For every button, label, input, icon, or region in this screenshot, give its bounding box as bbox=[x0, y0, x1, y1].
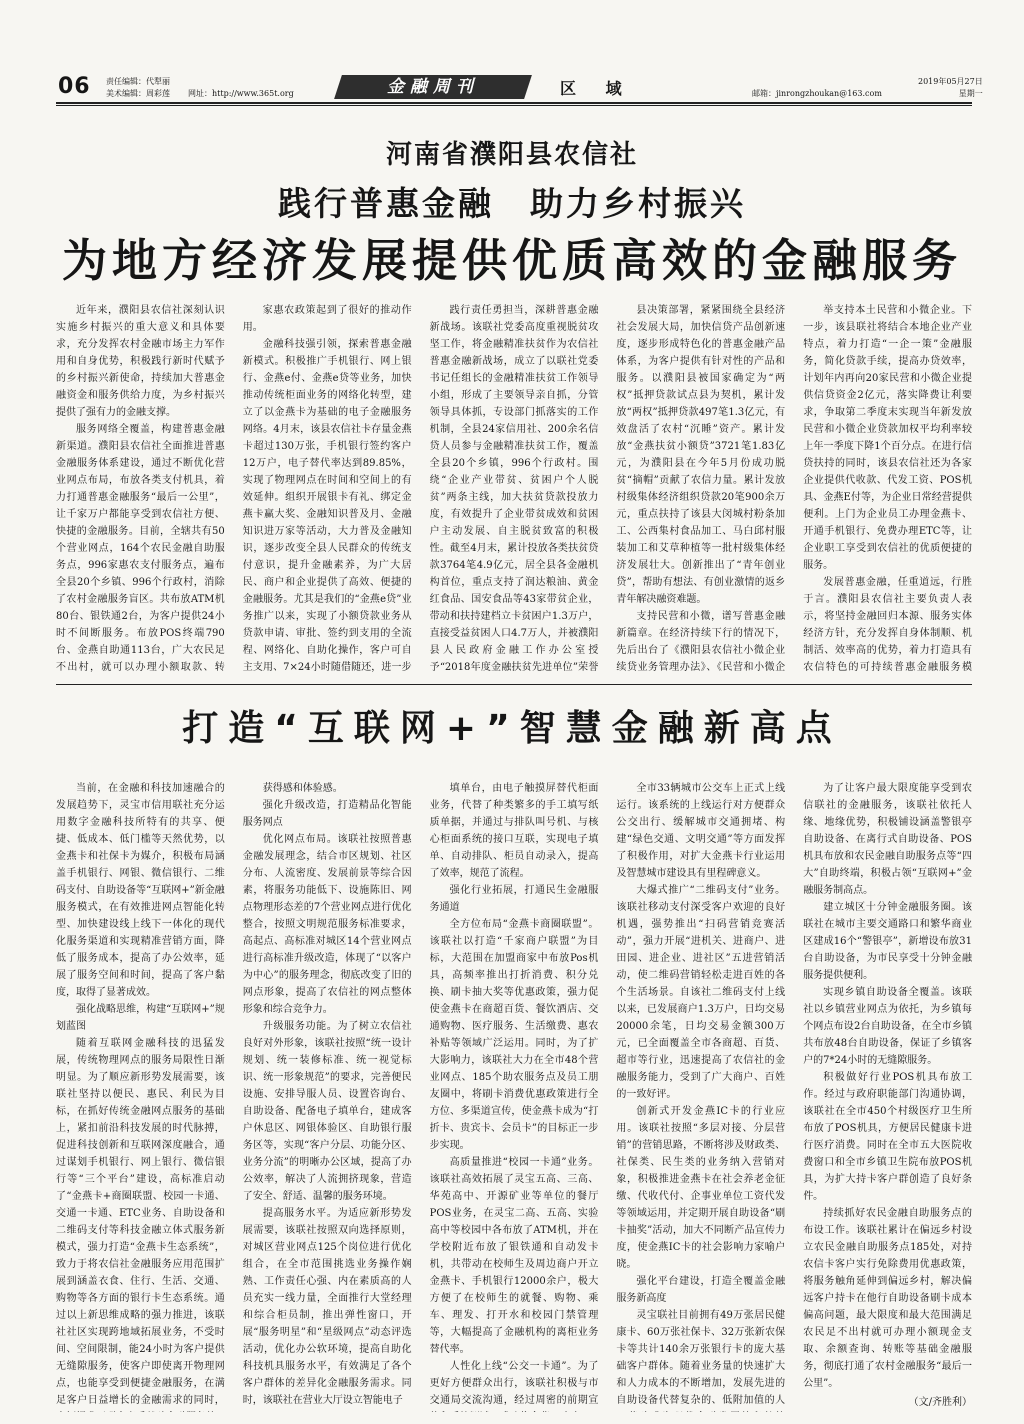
article1-column bbox=[803, 302, 972, 676]
paragraph: 人性化上线“公交一卡通”。为了更好方便群众出行，该联社积极与市交通局交流沟通，经过周密的前期宣 bbox=[429, 1361, 599, 1406]
paragraph: 强化升级改造，打造精品化智能服务网点 bbox=[242, 800, 412, 828]
paragraph: 建立城区十分钟金融服务圈。该联社在城市主要交通路口和繁华商业区建成16个“警银亭”，新增设布放31台自助设备，为市民享受十分钟金融服务提供便利。 bbox=[803, 902, 972, 981]
paragraph: 金融科技强引领，探索普惠金融新模式。积极推广手机银行、网上银行、金燕e付、金燕e贷等业务，加快推动传统柜面业务的网络化转型，建立了以金燕卡为基础的电子金融服务网络。4月末，该县农信社卡存量金燕卡超过130万张，手机银行签约客户12万户，电子替代率达到89.85%，实现了物理网点在时间和空间上的有效延伸。组织开展银卡有礼、绑定金燕卡赢大奖、金融知识普及月、金融知识进万家等活动，大力普及金融知识，逐步改变全县人民群众的传统支付意识，提升金融素养，为广大居民、商户和企业提供了高效、便捷的金融服务。尤其是我们的“金燕e贷”业务推广以来，实现了小额贷款业务从贷款申请、审批、签约到支用的全流程、网络化、自助化操作，客户可自主支用、7×24小时随借随还，进一步 bbox=[242, 339, 412, 673]
paragraph: 强化战略思维，构建“互联网+”规划蓝图 bbox=[56, 1004, 225, 1032]
article2-column bbox=[616, 780, 785, 1412]
article2-column bbox=[430, 780, 599, 1412]
article1-column bbox=[616, 302, 785, 676]
article1-column bbox=[430, 302, 599, 676]
website-label: 网址：http://www.365t.org bbox=[188, 89, 294, 98]
paragraph: 践行责任勇担当，深耕普惠金融新战场。该联社党委高度重视脱贫攻坚工作，将金融精准扶贫作为农信社普惠金融新战场，成立了以联社党委书记任组长的金融精准扶贫工作领导小组，形成了主要领导亲自抓，分管领导具体抓，专设部门抓落实的工作机制，全县24家信用社、200余名信贷人员参与金融精准扶贫工作，覆盖全县20个乡镇，996个行政村。围绕“企业产业带贫、贫困户个人脱贫”两条主线，加大扶贫贷款投放力度，有效提升了企业带贫成效和贫困户主动发展、自主脱贫致富的积极性。截至4月末，累计投放各类扶贫贷款3764笔4.9亿元，居全县各金融机构首位，重点支持了润达粮油、黄金红食品、国安食品等43家带贫企业，带动和扶持建档立卡贫困户1.3万户，直接受益贫困人口4.7万人，并被濮阳县人民政府金融工作办公室授予“2018年度金融扶贫先进单位”荣誉 bbox=[429, 305, 599, 673]
paragraph: 随着互联网金融科技的迅猛发展，传统物理网点的服务局限性日渐明显。为了顺应新形势发展需要，该联社坚持以便民、惠民、利民为目标，在抓好传统金融网点服务的基础上，紧扣前沿科技发展的时代脉搏，促进科技创新和互联网深度融合，通过谋划手机银行、网上银行、微信银行等“三个平台”建设，高标准启动了“金燕卡+商圈联盟、校园一卡通、交通一卡通、ETC业务、自助设备和二维码支付等科技金融立体式服务新模式，强力打造“金燕卡生态系统”，致力于将农信社金融服务应用范围扩展到涵盖衣食、住行、生活、交通、购物等各方面的银行卡生态系统。通过以上新思维成略的强力推进，该联社社区实现跨地域拓展业务，不受时间、空间限制，能24小时为客户提供无缝隙服务，使客户即使离开物理网点，也能享受到便捷金融服务，在满足客户日益增长的金融需求的同时， bbox=[56, 1038, 225, 1406]
paragraph: 为了让客户最大限度能享受到农信联社的金融服务，该联社依托人缘、地缘优势，积极铺设涵盖警银亭自助设备、在离行式自助设备、POS机具布放和农民金融自助服务点等“四大”自助终端，积极占领“互联网+”金融服务制高点。 bbox=[803, 783, 972, 896]
article1-title: 为地方经济发展提供优质高效的金融服务 bbox=[61, 234, 962, 287]
newspaper-header bbox=[0, 0, 1024, 108]
byline: （文/齐胜利） bbox=[908, 1397, 972, 1408]
paragraph: 支持民营和小微，谱写普惠金融新篇章。在经济持续下行的情况下，先后出台了《濮阳县农信社小微企业续贷业务管理办法》、《民营和小微企 bbox=[616, 611, 786, 673]
paragraph: 高质量推进“校园一卡通”业务。该联社高效拓展了灵宝五高、三高、华苑高中、开源矿业等单位的餐厅POS业务，在灵宝二高、五高、实验高中等校园中各布放了ATM机，并在学校附近布放了银铁通和自动发卡机，共带动在校师生及周边商户开立金燕卡、手机银行12000余户，极大方便了在校师生的就餐、购物、乘车、理发、打开水和校园门禁管理等，大幅提高了金融机构的离柜业务替代率。 bbox=[429, 1157, 599, 1355]
editor-label: 责任编辑：代犁丽 bbox=[106, 77, 170, 86]
paragraph: 家惠农政策起到了很好的推动作用。 bbox=[242, 305, 412, 333]
article1-column bbox=[243, 302, 412, 676]
article1-kicker: 河南省濮阳县农信社 bbox=[385, 140, 638, 170]
paragraph: 填单台，由电子触摸屏替代柜面业务，代替了种类繁多的手工填写纸质单据，并通过与排队叫号机、与核心柜面系统的接口互联，实现电子填单、自动排队、柜员自动录入，提高了效率，规范了流程。 bbox=[429, 783, 599, 879]
section-rule bbox=[56, 684, 972, 685]
paragraph: 优化网点布局。该联社按照普惠金融发展理念，结合市区规划、社区分布、人流密度、发展前景等综合因素，将服务功能低下、设施陈旧、网点物理形态差的7个营业网点进行优化整合，按照文明规范服务标准要求，高起点、高标准对城区14个营业网点进行高标准升级改造，体现了“以客户为中心”的服务理念，彻底改变了旧的网点形象，提高了农信社的网点整体形象和综合竞争力。 bbox=[242, 834, 412, 1015]
paragraph: 实现乡镇自助设备全覆盖。该联社以乡镇营业网点为依托，为乡镇每个网点布设2台自助设备，在全市乡镇共布放48台自助设备，保证了乡镇客户的7*24小时的无缝隙服务。 bbox=[803, 987, 972, 1066]
paragraph: 提高服务水平。为适应新形势发展需要，该联社按照双向选择原则，对城区营业网点125个岗位进行优化组合，在全市范围挑选业务操作娴熟、工作责任心强、内在素质高的人员充实一线力量，全面推行大堂经理和综合柜员制，推出弹性窗口，开展“服务明星”和“星级网点”动态评选活动，优化办公软环境，提高自助化科技机具服务水平，有效满足了各个客户群体的差异化金融服务需求。同时，该联社在营业大厅设立智能电子 bbox=[242, 1208, 412, 1406]
weekday-label: 星期一 bbox=[958, 89, 983, 98]
paragraph: 大爆式推广“二维码支付”业务。该联社移动支付深受客户欢迎的良好机遇，强势推出“扫码营销竞赛活动”，强力开展“进机关、进商户、进田园、进企业、进社区”五进营销活动，使二维码营销轻松走进百姓的各个生活场景。自该社二维码支付上线以来，已发展商户1.3万户，日均交易20000余笔，日均交易金额300万元，已全面覆盖全市各商超、百货、超市等行业，迅速提高了农信社的金融服务能力，受到了广大商户、百姓的一致好评。 bbox=[616, 885, 786, 1100]
paragraph: 县决策部署，紧紧围绕全县经济社会发展大局，加快信贷产品创新速度，逐步形成特色化的普惠金融产品体系，为客户提供有针对性的产品和服务。以濮阳县被国家确定为“两权”抵押贷款试点县为契机，累计发放“两权”抵押贷款497笔1.3亿元，有效盘活了农村“沉睡”资产。累计发放“金燕扶贫小额贷”3721笔1.83亿元，为濮阳县在今年5月份成功脱贫“摘帽”贡献了农信力量。累计发放村级集体经济组织贷款20笔900余万元，重点扶持了该县大闵城村粉条加工、公西集村食品加工、马白邱村服装加工和艾草种植等一批村级集体经济发展壮大。创新推出了“青年创业贷”，帮助有想法、有创业激情的返乡青年解决融资难题。 bbox=[616, 305, 786, 605]
paragraph: 近年来，濮阳县农信社深刻认识实施乡村振兴的重大意义和具体要求，充分发挥农村金融市场主力军作用和自身优势，积极践行新时代赋予的乡村振兴新使命，持续加大普惠金融资金和服务供给力度，为乡村振兴提供了强有力的金融支撑。 bbox=[56, 305, 225, 418]
issue-date bbox=[918, 76, 983, 100]
header-rule bbox=[56, 102, 972, 104]
paragraph: 积极做好行业POS机具布放工作。经过与政府职能部门沟通协调，该联社在全市450个村级医疗卫生所布放了POS机具，方便居民健康卡进行医疗消费。同时在全市五大医院收费窗口和全市乡镇卫生院布放POS机具，为扩大持卡客户群创造了良好条件。 bbox=[803, 1072, 972, 1202]
article2-column bbox=[803, 780, 972, 1412]
header-rule-thin bbox=[56, 105, 972, 106]
article1-column bbox=[56, 302, 225, 676]
paragraph: 创新式开发金燕IC卡的行业应用。该联社按照“多层对接、分层营销”的营销思路，不断将涉及财政类、社保类、民生类的业务纳入营销对象，积极推进金燕卡在社会养老金征缴、代收代付、企事业单位工资代发等领域运用，并定期开展自助设备“刷卡抽奖”活动，加大不同断产品宣传力度，使金燕IC卡的社会影响力家喻户晓。 bbox=[616, 1106, 786, 1270]
article2-body bbox=[56, 780, 972, 1412]
designer-label: 美术编辑：周彩莲 bbox=[106, 89, 170, 98]
editor-credits bbox=[106, 76, 170, 100]
article2-column bbox=[243, 780, 412, 1412]
paragraph: 发展普惠金融，任重道远，行胜于言。濮阳县农信社主要负责人表示，将坚持金融回归本源、服务实体经济方针，充分发挥自身体制顺、机制活、效率高的优势，着力打造具有农信特色的可持续普惠金融服务模 bbox=[803, 577, 972, 673]
paragraph: 获得感和体验感。 bbox=[262, 783, 343, 794]
paragraph: 持续抓好农民金融自助服务点的布设工作。该联社累计在偏远乡村设立农民金融自助服务点185处，对持农信卡客户实行免除费用优惠政策，将服务触角延伸到偏远乡村，解决偏远客户持卡在他行自助设备刷卡成本偏高问题，最大限度和最大范围满足农民足不出村就可办理小额现金支取、余额查询、转账等基础金融服务，彻底打通了农村金融服务“最后一公里”。 bbox=[803, 1208, 972, 1389]
paragraph: 全方位布局“金燕卡商圈联盟”。该联社以打造“千家商户联盟”为目标，大范围在加盟商家中布放Pos机具，高频率推出打折消费、积分兑换、刷卡抽大奖等优惠政策，强力促使金燕卡在商超百货、餐饮酒店、交通购物、医疗服务、生活缴费、惠农补贴等领域广泛运用。同时，为了扩大影响力，该联社大力在全市48个营业网点、185个助农服务点及员工朋友圈中，将刷卡消费优惠政策进行全方位、多渠道宣传，使金燕卡成为“打折卡、贵宾卡、会员卡”的目标正一步步实现。 bbox=[429, 919, 599, 1151]
region-label: 区 域 bbox=[560, 79, 634, 98]
paragraph: 灵宝联社目前拥有49万张居民健康卡、60万张社保卡、32万张新农保卡等共计140余万张银行卡的庞大基础客户群体。随着业务量的快速扩大和人力成本的不断增加，发展先进的自助设备代替复杂的、低附加值的人 bbox=[616, 1310, 786, 1406]
paragraph: 举支持本土民营和小微企业。下一步，该县联社将结合本地企业产业特点，着力打造“一企一策”金融服务，简化贷款手续，提高办贷效率，计划年内再向20家民营和小微企业提供信贷资金2亿元，落实降费让利要求，争取第二季度末实现当年新发放民营和小微企业贷款加权平均利率较上年一季度下降1个百分点。在进行信贷扶持的同时，该县农信社还为各家企业提供代收款、代发工资、POS机具、金燕E付等，为企业日常经营提供便利。上门为企业员工办理金燕卡、开通手机银行、免费办理ETC等，让企业职工享受到农信社的优质便捷的服务。 bbox=[803, 305, 972, 571]
email-label: 邮箱：jinrongzhoukan@163.com bbox=[752, 89, 882, 98]
paragraph: 全市33辆城市公交车上正式上线运行。该系统的上线运行对方便群众公交出行、缓解城市交通拥堵、构建“绿色交通、文明交通”等方面发挥了积极作用，对扩大金燕卡行业运用及智慧城市建设具有里程碑意义。 bbox=[616, 783, 786, 879]
paragraph: 强化平台建设，打造全覆盖金融服务新高度 bbox=[616, 1276, 786, 1304]
paragraph: 服务网络全覆盖，构建普惠金融新渠道。濮阳县农信社全面推进普惠金融服务体系建设，通过不断优化营业网点布局，布放各类支付机具，着力打通普惠金融服务“最后一公里”，让千家万户都能享受到农信社方便、快捷的金融服务。目前，全辖共有50个营业网点，164个农民金融自助服务点，996家惠农支付服务点，遍布全县20个乡镇、996个行政村，消除了农村金融服务盲区。共布放ATM机80台、银铁通2台，为客户提供24小时不间断服务。布放POS终端790台、金燕自助通113台，广大农民足不出村，就可以办理小额取款、转 bbox=[56, 424, 225, 673]
column-banner bbox=[334, 75, 532, 99]
paragraph: 升级服务功能。为了树立农信社良好对外形象，该联社按照“统一设计规划、统一装修标准、统一视觉标识、统一形象规范”的要求，完善便民设施、安排导服人员、设置咨询台、自助设备、配备电子填单台，建成客户休息区、网银体验区、自助银行服务区等，实现“客户分层、功能分区、业务分流”的明晰办公区域，提高了办公效率，解决了人流拥挤现象，营造了安全、舒适、温馨的服务环境。 bbox=[242, 1021, 412, 1202]
paragraph: 强化行业拓展，打通民生金融服务通道 bbox=[429, 885, 599, 913]
column-name: 金融周刊 bbox=[387, 77, 479, 97]
paragraph: 当前，在金融和科技加速融合的发展趋势下，灵宝市信用联社充分运用数字金融科技所特有的共享、便捷、低成本、低门槛等天然优势，以金燕卡和社保卡为媒介，积极布局涵盖手机银行、网银、微信银行、二维码支付、自助设备等“互联网+”新金融服务模式，在有效推进网点智能化转型、加快建设线上线下一体化的现代化服务渠道和实现精准营销方面，降低了服务成本，提高了办公效率，延展了服务空间和时间，提高了客户黏度，取得了显著成效。 bbox=[56, 783, 225, 998]
article1-subtitle: 践行普惠金融 助力乡村振兴 bbox=[278, 184, 746, 223]
page-number: 06 bbox=[58, 74, 91, 99]
article2-title: 打造“互联网+”智慧金融新高点 bbox=[182, 708, 842, 749]
date-label: 2019年05月27日 bbox=[918, 77, 983, 86]
article2-column bbox=[56, 780, 225, 1412]
article1-body bbox=[56, 302, 972, 676]
